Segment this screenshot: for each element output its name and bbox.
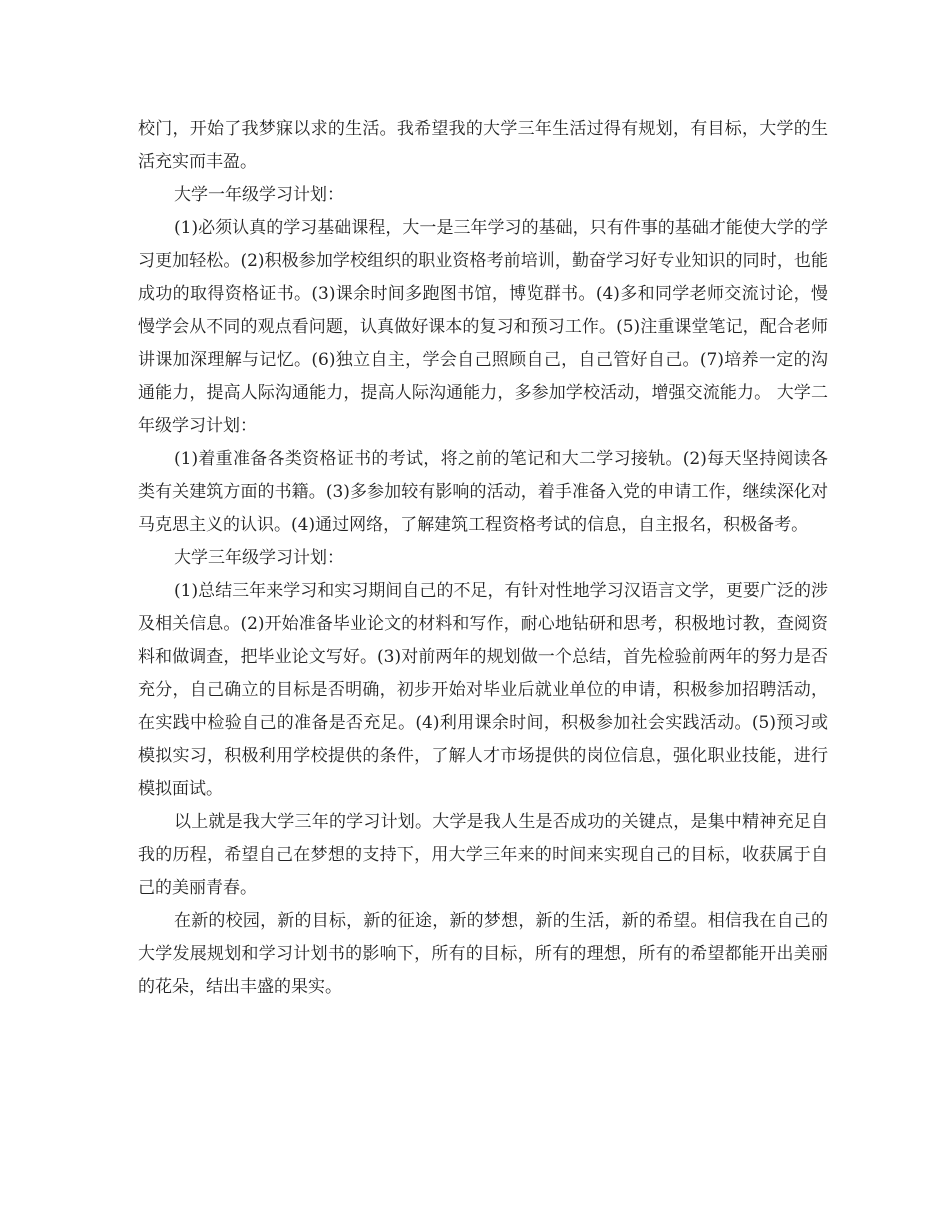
paragraph-closing: 在新的校园，新的目标，新的征途，新的梦想，新的生活，新的希望。相信我在自己的大学发展规划和学习计划书的影响下，所有的目标，所有的理想，所有的希望都能开出美丽的花朵，结出丰盛的果实。 [138,911,828,997]
paragraph-year-two-items: (1)着重准备各类资格证书的考试，将之前的笔记和大二学习接轨。(2)每天坚持阅读各类有关建筑方面的书籍。(3)多参加较有影响的活动，着手准备入党的申请工作，继续深化对马克思主义的认识。(4)通过网络，了解建筑工程资格考试的信息，自主报名，积极备考。 [138,449,828,535]
heading-year-three-plan: 大学三年级学习计划： [174,548,344,568]
heading-year-one-plan: 大学一年级学习计划： [174,185,344,205]
paragraph-summary: 以上就是我大学三年的学习计划。大学是我人生是否成功的关键点，是集中精神充足自我的历程，希望自己在梦想的支持下，用大学三年来的时间来实现自己的目标，收获属于自己的美丽青春。 [138,812,828,898]
paragraph-year-one-items: (1)必须认真的学习基础课程，大一是三年学习的基础，只有件事的基础才能使大学的学习更加轻松。(2)积极参加学校组织的职业资格考前培训，勤奋学习好专业知识的同时，也能成功的取得资格证书。(3)课余时间多跑图书馆，博览群书。(4)多和同学老师交流讨论，慢慢学会从不同的观点看问题，认真做好课本的复习和预习工作。(5)注重课堂笔记，配合老师讲课加深理解与记忆。(6)独立自主，学会自己照顾自己，自己管好自己。(7)培养一定的沟通能力，提高人际沟通能力，提高人际沟通能力，多参加学校活动，增强交流能力。 大学二年级学习计划： [138,218,828,436]
paragraph-year-three-items: (1)总结三年来学习和实习期间自己的不足，有针对性地学习汉语言文学，更要广泛的涉及相关信息。(2)开始准备毕业论文的材料和写作，耐心地钻研和思考，积极地讨教，查阅资料和做调查，把毕业论文写好。(3)对前两年的规划做一个总结，首先检验前两年的努力是否充分，自己确立的目标是否明确，初步开始对毕业后就业单位的申请，积极参加招聘活动，在实践中检验自己的准备是否充足。(4)利用课余时间，积极参加社会实践活动。(5)预习或模拟实习，积极利用学校提供的条件，了解人才市场提供的岗位信息，强化职业技能，进行模拟面试。 [138,581,828,799]
paragraph-intro: 校门，开始了我梦寐以求的生活。我希望我的大学三年生活过得有规划，有目标，大学的生活充实而丰盈。 [138,119,828,172]
document-body [138,113,828,1004]
